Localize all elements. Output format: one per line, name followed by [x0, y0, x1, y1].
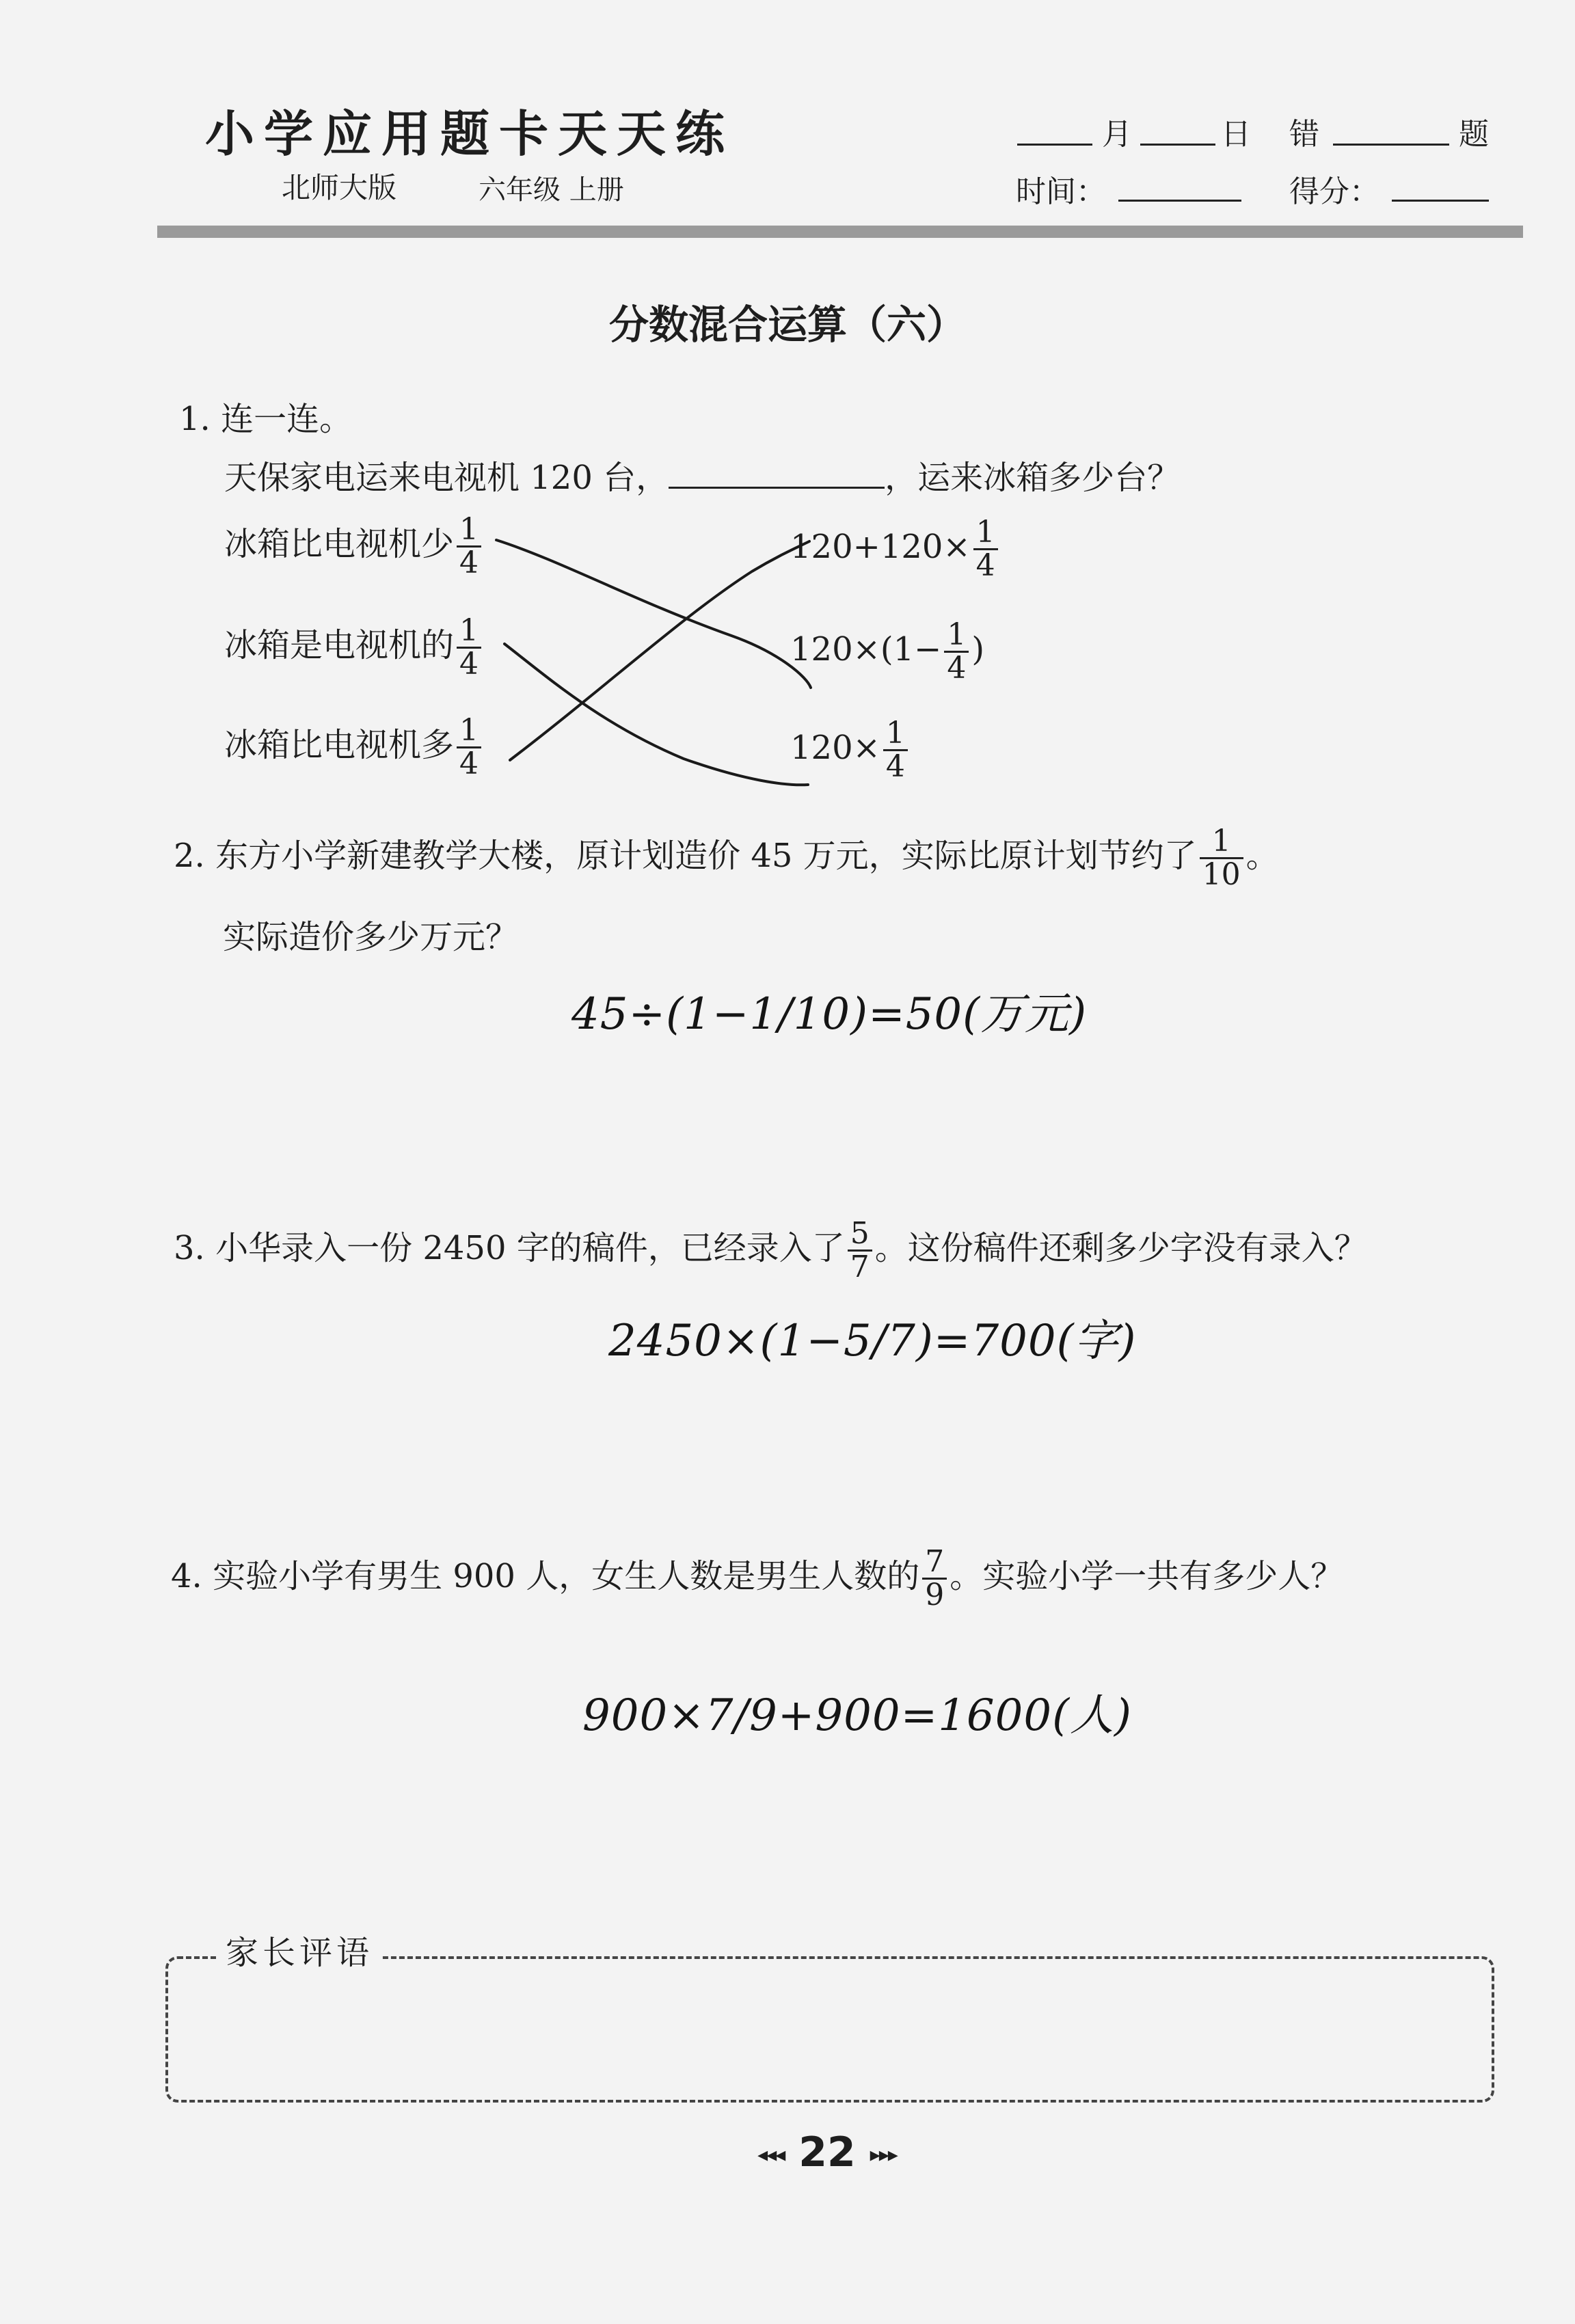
score-label: 得分： — [1289, 174, 1379, 209]
page-number: 22 — [798, 2129, 856, 2176]
q1-left-item-text: 冰箱比电视机少 — [224, 525, 455, 564]
q1-instruction-text: 连一连。 — [221, 400, 353, 438]
edition-label: 北师大版 — [282, 171, 397, 204]
q4-number: 4. — [171, 1557, 202, 1596]
q2-text: 2. 东方小学新建教学大楼，原计划造价 45 万元，实际比原计划节约了 $\frac{1}{10}$ 。 — [174, 824, 1279, 893]
q1-prompt-after: ，运来冰箱多少台？ — [885, 459, 1181, 497]
fraction: $\frac{5}{7}$ — [848, 1218, 872, 1283]
fraction: $\frac{1}{4}$ — [944, 619, 969, 684]
fraction: $\frac{1}{10}$ — [1200, 826, 1243, 891]
q4-handwritten-answer[interactable]: 900×7/9+900=1600(人) — [582, 1690, 1132, 1741]
page-title: 分数混合运算（六） — [608, 301, 966, 348]
fraction: $\frac{1}{4}$ — [457, 514, 481, 579]
q4-text: 4. 实验小学有男生 900 人，女生人数是男生人数的 $\frac{7}{9}$ 。实验小学一共有多少人？ — [171, 1544, 1344, 1613]
q1-right-item-text: 120× — [790, 729, 880, 768]
q1-number: 1. — [179, 400, 211, 438]
parent-comment-label: 家长评语 — [217, 1926, 381, 1973]
connection-line — [504, 644, 808, 785]
q1-prompt-before: 天保家电运来电视机 120 台， — [224, 459, 669, 497]
q3-number: 3. — [174, 1229, 205, 1268]
left-arrows-icon: ◂◂◂ — [757, 2142, 785, 2167]
fraction: $\frac{1}{4}$ — [973, 517, 998, 582]
q2-number: 2. — [174, 837, 205, 876]
q1-right-item-text: 120+120× — [790, 528, 971, 567]
fraction: $\frac{1}{4}$ — [883, 718, 908, 783]
month-label: 月 — [1102, 117, 1132, 152]
questions-label: 题 — [1459, 117, 1489, 152]
fraction: $\frac{7}{9}$ — [922, 1546, 947, 1611]
day-label: 日 — [1221, 117, 1251, 152]
q1-right-item[interactable]: 120×(1− $\frac{1}{4}$ ) — [790, 617, 985, 686]
q3-handwritten-answer[interactable]: 2450×(1−5/7)=700(字) — [608, 1316, 1137, 1366]
book-title: 小学应用题卡天天练 — [205, 105, 735, 163]
connection-line — [496, 540, 811, 688]
page-number-footer — [725, 2129, 930, 2176]
fraction: $\frac{1}{4}$ — [457, 715, 481, 780]
time-label: 时间： — [1016, 174, 1106, 209]
errors-label: 错 — [1289, 117, 1319, 152]
fraction: $\frac{1}{4}$ — [457, 615, 481, 680]
q2-line2: 实际造价多少万元？ — [223, 918, 519, 956]
q1-left-item-text: 冰箱比电视机多 — [224, 726, 455, 765]
right-arrows-icon: ▸▸▸ — [870, 2142, 897, 2167]
q3-text: 3. 小华录入一份 2450 字的稿件，已经录入了 $\frac{5}{7}$ 。这份稿件还剩多少字没有录入？ — [174, 1216, 1367, 1285]
grade-label: 六年级 上册 — [479, 174, 624, 206]
parent-comment-box[interactable] — [165, 1956, 1494, 2103]
q1-left-item-text: 冰箱是电视机的 — [224, 626, 455, 665]
q1-right-item-text: 120×(1− — [790, 630, 942, 669]
q2-handwritten-answer[interactable]: 45÷(1−1/10)=50(万元) — [571, 989, 1088, 1040]
